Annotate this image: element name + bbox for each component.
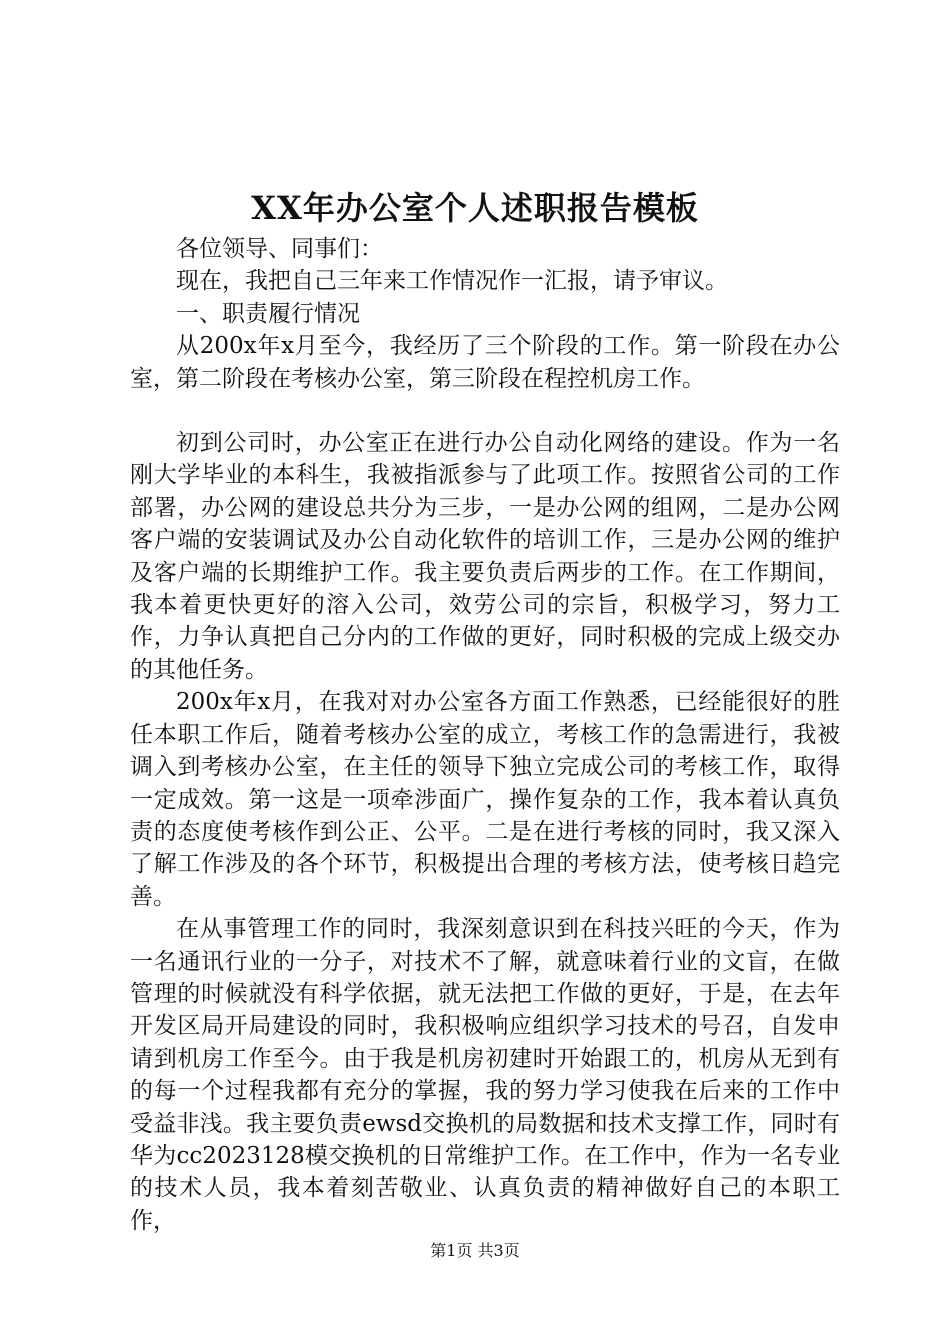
- paragraph: 从200x年x月至今，我经历了三个阶段的工作。第一阶段在办公室，第二阶段在考核办公室，第三阶段在程控机房工作。: [130, 333, 840, 392]
- intro-paragraph: 现在，我把自己三年来工作情况作一汇报，请予审议。: [176, 268, 728, 295]
- section-heading: 一、职责履行情况: [176, 300, 360, 327]
- document-body: [130, 233, 840, 1237]
- paragraph: 200x年x月，在我对对办公室各方面工作熟悉，已经能很好的胜任本职工作后，随着考核办公室的成立，考核工作的急需进行，我被调入到考核办公室，在主任的领导下独立完成公司的考核工作，取得一定成效。第一这是一项牵涉面广，操作复杂的工作，我本着认真负责的态度使考核作到公正、公平。二是在进行考核的同时，我又深入了解工作涉及的各个环节，积极提出合理的考核方法，使考核日趋完善。: [130, 689, 840, 910]
- page-footer: 第1页 共3页: [430, 1241, 520, 1260]
- document-title: XX年办公室个人述职报告模板: [251, 189, 699, 227]
- salutation: 各位领导、同事们：: [176, 236, 383, 262]
- paragraph: 在从事管理工作的同时，我深刻意识到在科技兴旺的今天，作为一名通讯行业的一分子，对技术不了解，就意味着行业的文盲，在做管理的时候就没有科学依据，就无法把工作做的更好，于是，在去年开发区局开局建设的同时，我积极响应组织学习技术的号召，自发申请到机房工作至今。由于我是机房初建时开始跟工的，机房从无到有的每一个过程我都有充分的掌握，我的努力学习使我在后来的工作中受益非浅。我主要负责ewsd交换机的局数据和技术支撑工作，同时有华为cc2023128模交换机的日常维护工作。在工作中，作为一名专业的技术人员，我本着刻苦敬业、认真负责的精神做好自己的本职工作，: [130, 916, 840, 1234]
- paragraph: 初到公司时，办公室正在进行办公自动化网络的建设。作为一名刚大学毕业的本科生，我被指派参与了此项工作。按照省公司的工作部署，办公网的建设总共分为三步，一是办公网的组网，二是办公网客户端的安装调试及办公自动化软件的培训工作，三是办公网的维护及客户端的长期维护工作。我主要负责后两步的工作。在工作期间，我本着更快更好的溶入公司，效劳公司的宗旨，积极学习，努力工作，力争认真把自己分内的工作做的更好，同时积极的完成上级交办的其他任务。: [130, 430, 840, 683]
